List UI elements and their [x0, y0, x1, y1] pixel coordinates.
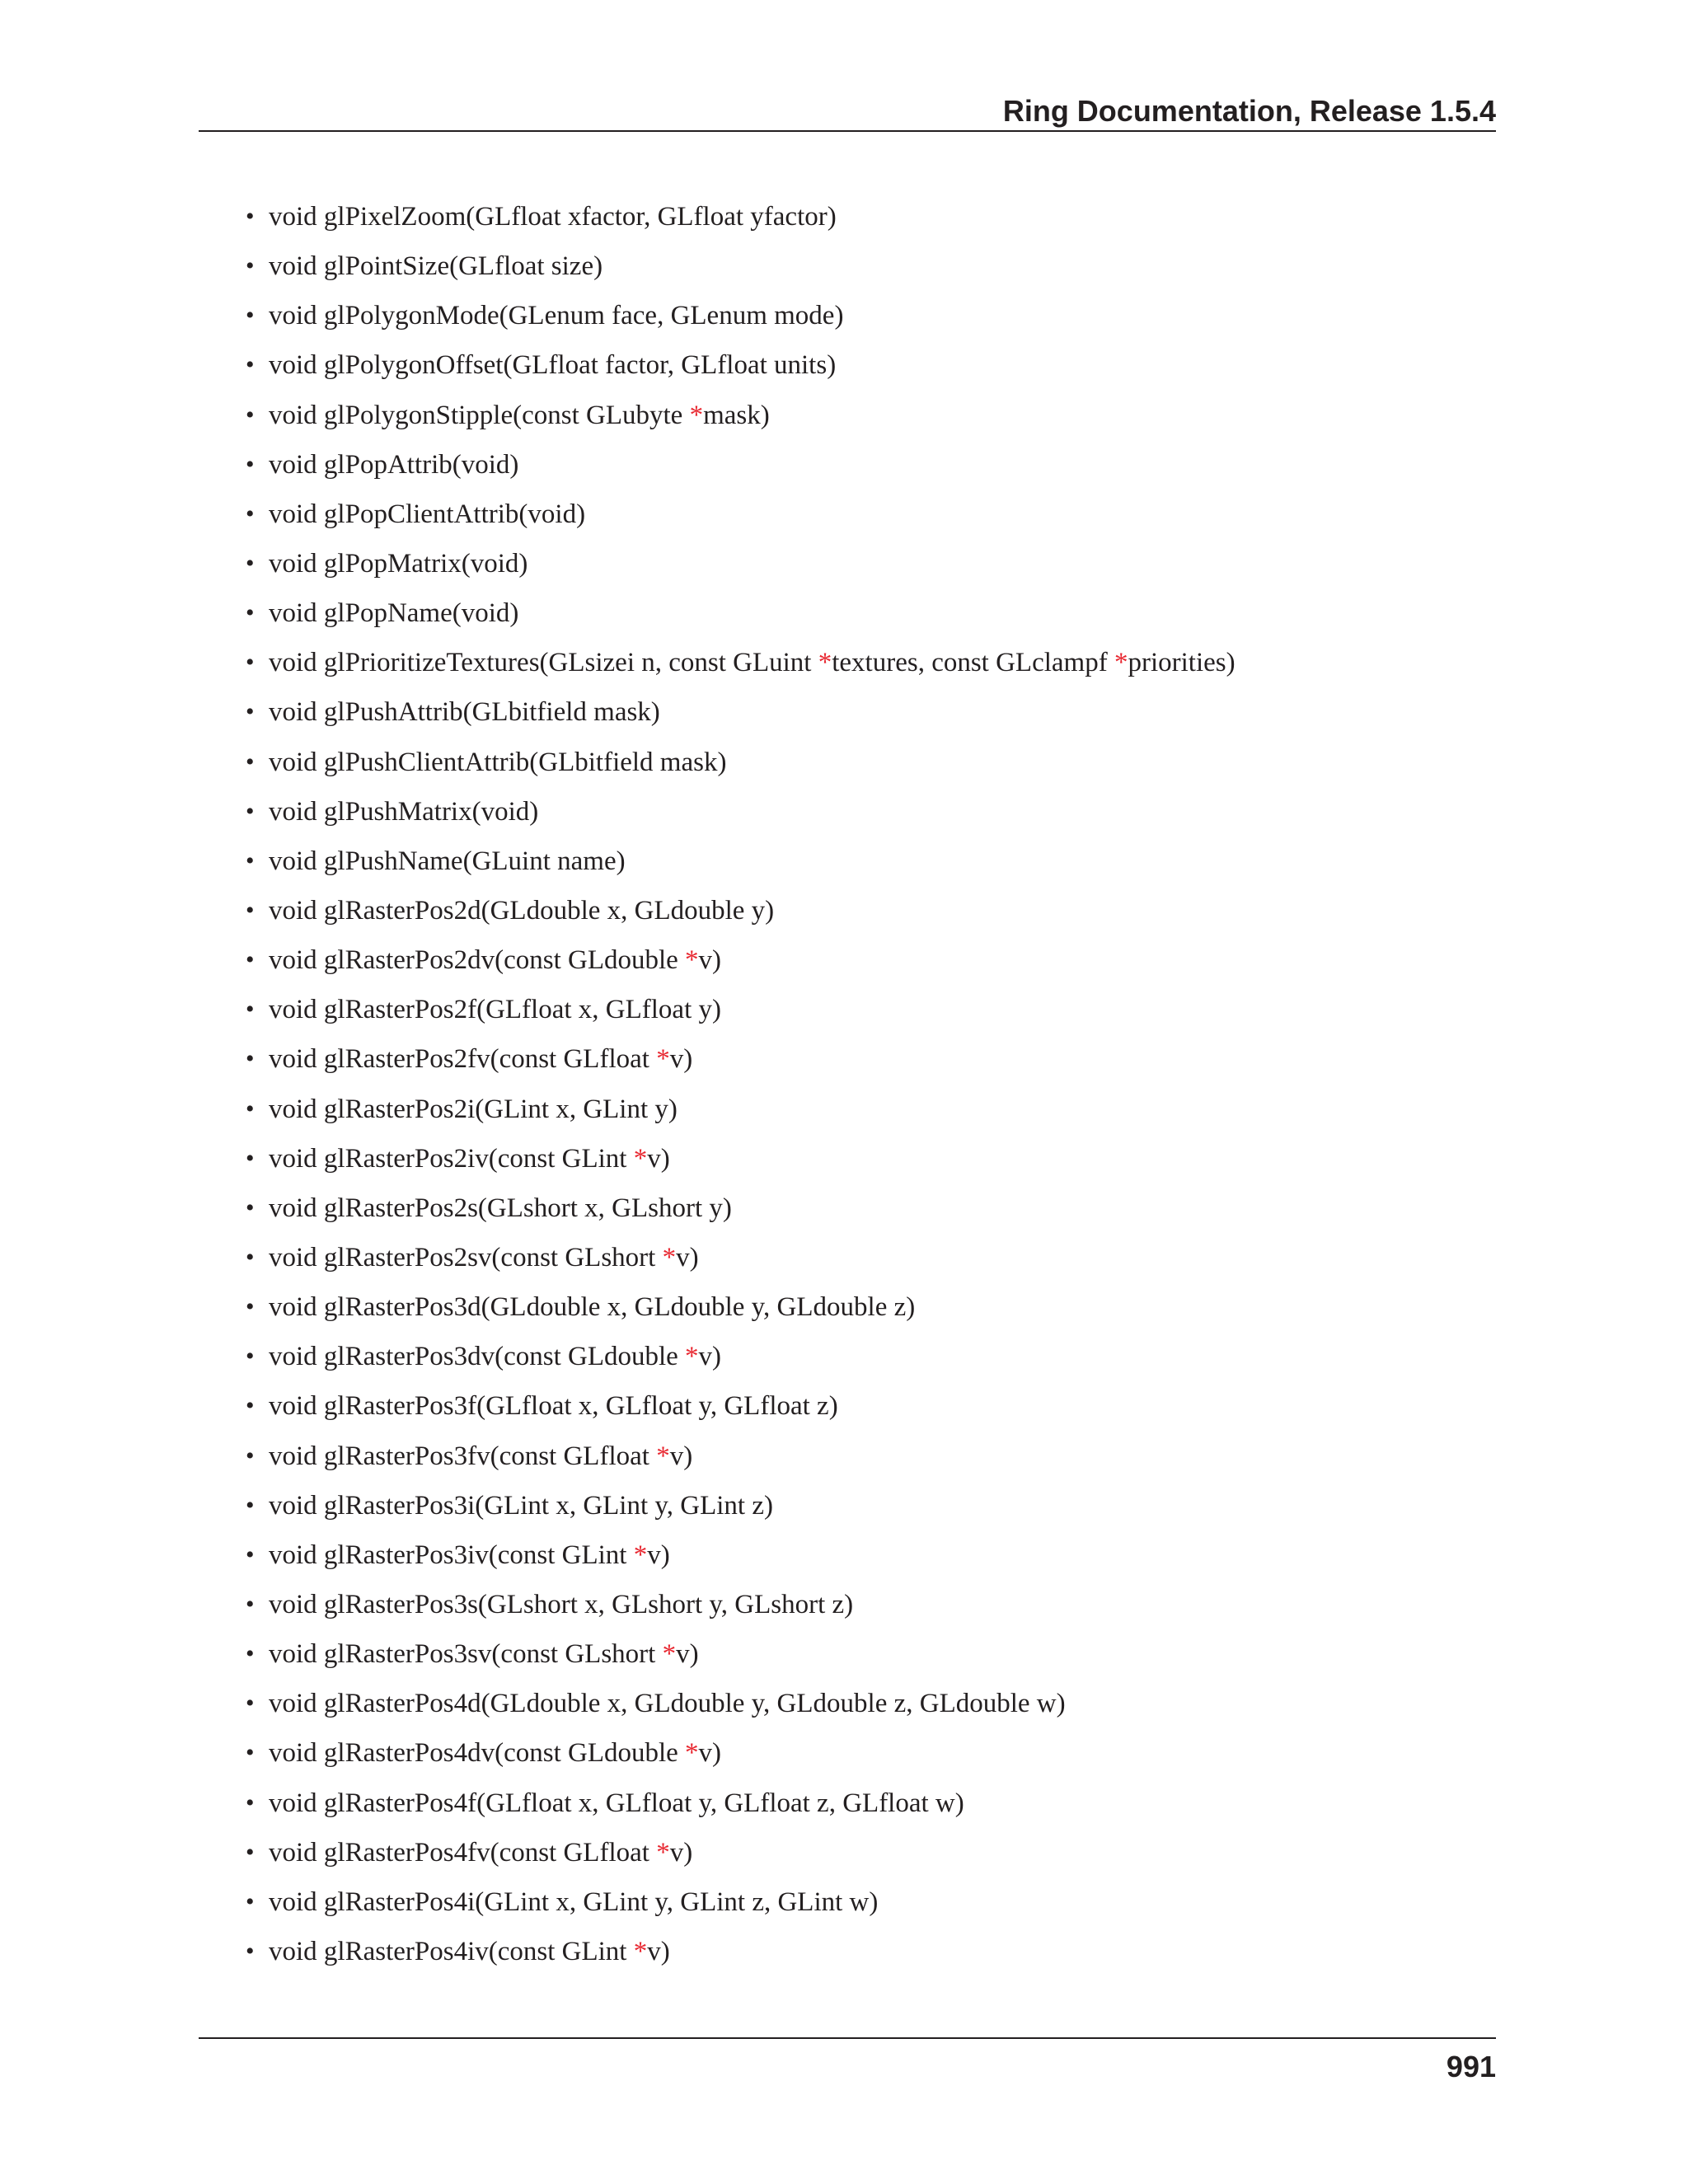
list-item: [199, 1332, 1496, 1381]
function-signature-text: void glRasterPos3s(GLshort x, GLshort y, GLshort z): [269, 1589, 854, 1619]
pointer-asterisk: *: [656, 1837, 670, 1868]
function-signature-text: v): [698, 1738, 722, 1769]
list-item: [199, 241, 1496, 291]
page-number: 991: [1446, 2050, 1496, 2083]
bullet-icon: •: [246, 450, 255, 478]
pointer-asterisk: *: [818, 648, 832, 678]
function-signature-text: void glRasterPos4d(GLdouble x, GLdouble y, GLdouble z, GLdouble w): [269, 1689, 1066, 1719]
bullet-icon: •: [246, 1392, 255, 1420]
list-item: [199, 192, 1496, 241]
bullet-icon: •: [246, 549, 255, 577]
function-list: [199, 192, 1496, 1976]
list-item: [199, 340, 1496, 390]
function-signature-text: void glRasterPos4dv(const GLdouble: [269, 1738, 686, 1769]
function-signature-text: void glRasterPos4f(GLfloat x, GLfloat y, GLfloat z, GLfloat w): [269, 1788, 964, 1818]
function-signature-text: v): [647, 1936, 670, 1966]
function-signature-text: v): [698, 945, 722, 976]
bullet-icon: •: [246, 797, 255, 825]
function-signature-text: void glPolygonMode(GLenum face, GLenum mode): [269, 301, 844, 331]
function-signature-text: void glRasterPos4iv(const GLint: [269, 1936, 634, 1966]
list-item: [199, 1927, 1496, 1976]
list-item: [199, 638, 1496, 687]
function-signature-text: void glRasterPos2s(GLshort x, GLshort y): [269, 1193, 732, 1223]
function-signature-text: void glRasterPos2dv(const GLdouble: [269, 945, 686, 976]
function-signature-text: void glRasterPos2sv(const GLshort: [269, 1242, 663, 1272]
function-signature-text: void glRasterPos4i(GLint x, GLint y, GLint z, GLint w): [269, 1886, 879, 1917]
list-item: [199, 787, 1496, 837]
function-signature-text: void glRasterPos4fv(const GLfloat: [269, 1837, 657, 1868]
function-signature-text: v): [676, 1242, 699, 1272]
bullet-icon: •: [246, 1144, 255, 1172]
list-item: [199, 837, 1496, 886]
list-item: [199, 1779, 1496, 1828]
bullet-icon: •: [246, 946, 255, 974]
function-signature-text: priorities): [1128, 648, 1236, 678]
function-signature-text: mask): [703, 400, 770, 430]
bullet-icon: •: [246, 499, 255, 527]
function-signature-text: void glPopAttrib(void): [269, 449, 519, 480]
list-item: [199, 1432, 1496, 1481]
list-item: [199, 1183, 1496, 1233]
list-item: [199, 1679, 1496, 1728]
bullet-icon: •: [246, 1937, 255, 1965]
function-signature-text: v): [669, 1837, 693, 1868]
function-signature-text: void glPushMatrix(void): [269, 796, 539, 827]
function-signature-text: void glRasterPos2fv(const GLfloat: [269, 1044, 657, 1075]
function-signature-text: void glRasterPos3fv(const GLfloat: [269, 1441, 657, 1471]
list-item: [199, 1530, 1496, 1580]
function-signature-text: void glPushName(GLuint name): [269, 846, 626, 876]
bullet-icon: •: [246, 1243, 255, 1271]
function-signature-text: v): [669, 1044, 693, 1075]
list-item: [199, 1828, 1496, 1877]
function-signature-text: void glPrioritizeTextures(GLsizei n, const GLuint: [269, 648, 818, 678]
bullet-icon: •: [246, 252, 255, 280]
bullet-icon: •: [246, 846, 255, 874]
list-item: [199, 1134, 1496, 1183]
list-item: [199, 1381, 1496, 1431]
list-item: [199, 886, 1496, 935]
list-item: [199, 1728, 1496, 1778]
bullet-icon: •: [246, 1838, 255, 1866]
function-signature-text: void glRasterPos2d(GLdouble x, GLdouble y): [269, 895, 775, 926]
function-signature-text: void glPopClientAttrib(void): [269, 499, 586, 529]
function-signature-text: void glPopName(void): [269, 598, 519, 629]
bullet-icon: •: [246, 351, 255, 379]
function-signature-text: v): [647, 1143, 670, 1174]
function-signature-text: void glPointSize(GLfloat size): [269, 251, 603, 282]
function-signature-text: void glRasterPos2f(GLfloat x, GLfloat y): [269, 995, 721, 1025]
pointer-asterisk: *: [685, 945, 699, 976]
function-signature-text: v): [676, 1639, 699, 1670]
bullet-icon: •: [246, 599, 255, 627]
function-signature-text: v): [669, 1441, 693, 1471]
function-signature-text: void glRasterPos3i(GLint x, GLint y, GLint z): [269, 1490, 773, 1521]
bullet-icon: •: [246, 1590, 255, 1618]
bullet-icon: •: [246, 748, 255, 776]
bullet-icon: •: [246, 1788, 255, 1816]
function-signature-text: void glPixelZoom(GLfloat xfactor, GLfloat yfactor): [269, 202, 837, 232]
pointer-asterisk: *: [662, 1242, 677, 1272]
function-signature-text: v): [647, 1540, 670, 1570]
function-signature-text: void glRasterPos3d(GLdouble x, GLdouble y, GLdouble z): [269, 1292, 916, 1323]
bullet-icon: •: [246, 996, 255, 1024]
function-signature-text: void glRasterPos2iv(const GLint: [269, 1143, 634, 1174]
function-signature-text: v): [698, 1342, 722, 1372]
list-item: [199, 1481, 1496, 1530]
list-item: [199, 588, 1496, 638]
list-item: [199, 539, 1496, 588]
bullet-icon: •: [246, 1690, 255, 1718]
function-signature-text: void glRasterPos3f(GLfloat x, GLfloat y, GLfloat z): [269, 1391, 838, 1422]
function-signature-text: void glPushAttrib(GLbitfield mask): [269, 697, 660, 728]
bullet-icon: •: [246, 1491, 255, 1519]
pointer-asterisk: *: [656, 1044, 670, 1075]
list-item: [199, 1085, 1496, 1134]
function-signature-text: textures, const GLclampf: [832, 648, 1114, 678]
pointer-asterisk: *: [633, 1540, 648, 1570]
bullet-icon: •: [246, 401, 255, 429]
function-signature-text: void glPolygonStipple(const GLubyte: [269, 400, 690, 430]
list-item: [199, 1282, 1496, 1332]
pointer-asterisk: *: [685, 1738, 699, 1769]
pointer-asterisk: *: [689, 400, 704, 430]
bullet-icon: •: [246, 1193, 255, 1221]
bullet-icon: •: [246, 302, 255, 330]
list-item: [199, 490, 1496, 539]
pointer-asterisk: *: [656, 1441, 670, 1471]
list-item: [199, 1034, 1496, 1084]
bullet-icon: •: [246, 1441, 255, 1469]
bullet-icon: •: [246, 1640, 255, 1668]
bullet-icon: •: [246, 649, 255, 677]
bullet-icon: •: [246, 203, 255, 230]
page-header: [199, 89, 1496, 132]
list-item: [199, 935, 1496, 985]
list-item: [199, 1629, 1496, 1679]
list-item: [199, 391, 1496, 440]
pointer-asterisk: *: [633, 1936, 648, 1966]
function-signature-text: void glPopMatrix(void): [269, 548, 528, 579]
list-item: [199, 291, 1496, 340]
pointer-asterisk: *: [633, 1143, 648, 1174]
list-item: [199, 985, 1496, 1034]
bullet-icon: •: [246, 698, 255, 726]
function-signature-text: void glRasterPos3dv(const GLdouble: [269, 1342, 686, 1372]
bullet-icon: •: [246, 1094, 255, 1122]
bullet-icon: •: [246, 896, 255, 924]
list-item: [199, 1877, 1496, 1927]
bullet-icon: •: [246, 1343, 255, 1371]
list-item: [199, 738, 1496, 787]
bullet-icon: •: [246, 1739, 255, 1767]
pointer-asterisk: *: [685, 1342, 699, 1372]
list-item: [199, 440, 1496, 490]
bullet-icon: •: [246, 1540, 255, 1568]
function-signature-text: void glRasterPos3sv(const GLshort: [269, 1639, 663, 1670]
document-title: Ring Documentation, Release 1.5.4: [1002, 94, 1496, 128]
bullet-icon: •: [246, 1045, 255, 1073]
pointer-asterisk: *: [662, 1639, 677, 1670]
function-signature-text: void glRasterPos2i(GLint x, GLint y): [269, 1094, 678, 1124]
function-signature-text: void glPushClientAttrib(GLbitfield mask): [269, 747, 727, 777]
bullet-icon: •: [246, 1887, 255, 1915]
function-signature-text: void glPolygonOffset(GLfloat factor, GLfloat units): [269, 350, 837, 381]
function-signature-text: void glRasterPos3iv(const GLint: [269, 1540, 634, 1570]
page-footer: [199, 2037, 1496, 2097]
list-item: [199, 1580, 1496, 1629]
list-item: [199, 1233, 1496, 1282]
bullet-icon: •: [246, 1293, 255, 1321]
list-item: [199, 687, 1496, 737]
pointer-asterisk: *: [1114, 648, 1128, 678]
